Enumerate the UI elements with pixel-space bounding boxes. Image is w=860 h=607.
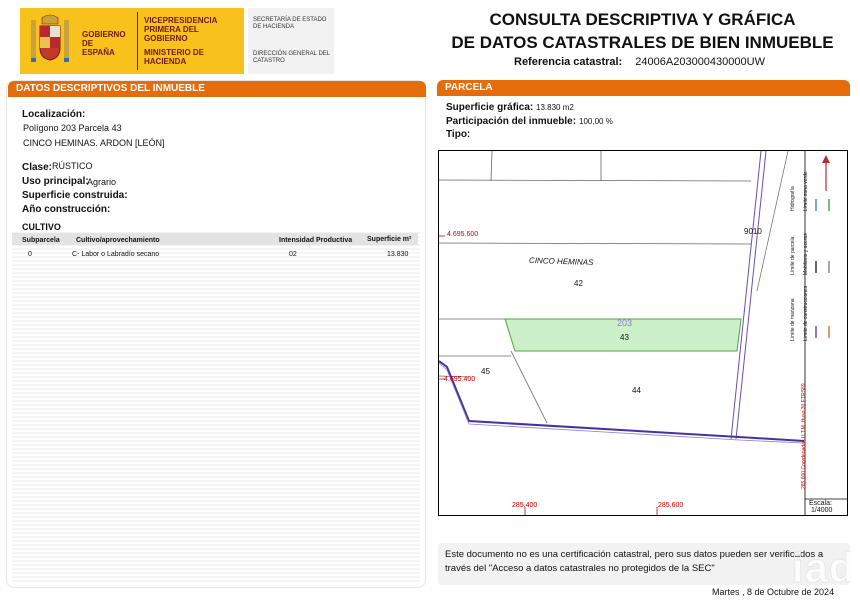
tipo-label: Tipo: (446, 129, 471, 140)
footer-notice: Este documento no es una certificación catastral, pero sus datos pueden ser verificados a través del "Acceso a datos catastrales no protegidos de la SEC" (445, 549, 824, 574)
svg-text:iad: iad (792, 544, 850, 590)
clase-label: Clase: (22, 162, 53, 173)
col-intensidad: Intensidad Productiva (279, 237, 353, 244)
legend-limite-manzana: Límite de manzana (790, 298, 796, 341)
coord-y-top: 4.695.600 (447, 231, 479, 238)
map-parcel-9010: 9010 (744, 227, 762, 236)
coord-y-bottom: 4.695.400 (444, 376, 476, 383)
coord-x-right: 285.600 (658, 502, 684, 509)
sup-grafica-label: Superficie gráfica: (446, 102, 534, 113)
legend-limite-parcela: Límite de parcela (790, 236, 796, 275)
sup-grafica-value: 13.830 m2 (536, 103, 574, 112)
ministerio-label: MINISTERIO DE HACIENDA (144, 48, 205, 66)
map-parcel-42: 42 (574, 279, 583, 288)
cultivo-table-background (12, 232, 420, 584)
legend-limite-construcciones: Límite de construcciones (803, 285, 809, 341)
document-date: Martes , 8 de Octubre de 2024 (712, 587, 835, 597)
uso-label: Uso principal: (22, 176, 89, 187)
row-subparcela: 0 (28, 251, 32, 258)
legend-mobiliario: Mobiliario y aceras (803, 233, 809, 275)
map-place-name: CINCO HEMINAS (528, 255, 594, 268)
participacion-label: Participación del inmueble: (446, 116, 577, 127)
reference-row (514, 56, 765, 68)
col-superficie: Superficie m² (367, 236, 412, 243)
superficie-construida-label: Superficie construida: (22, 190, 128, 201)
cultivo-table (20, 234, 418, 264)
title-line-1: CONSULTA DESCRIPTIVA Y GRÁFICA (489, 10, 796, 29)
col-subparcela: Subparcela (22, 237, 60, 244)
uso-value: Agrario (87, 177, 117, 187)
watermark-logo (790, 540, 850, 601)
row-intensidad: 02 (289, 251, 297, 258)
localizacion-line-2: CINCO HEMINAS. ARDON [LEÓN] (23, 138, 165, 148)
col-cultivo: Cultivo/aprovechamiento (76, 237, 160, 244)
map-parcel-203: 203 (617, 318, 633, 328)
direccion-label: DIRECCIÓN GENERAL DEL CATASTRO (253, 51, 330, 64)
coord-x-left: 285.400 (512, 502, 538, 509)
vicepresidencia-label: VICEPRESIDENCIA PRIMERA DEL GOBIERNO (144, 16, 218, 43)
secretaria-label: SECRETARÍA DE ESTADO DE HACIENDA (253, 17, 327, 30)
cultivo-title: CULTIVO (22, 222, 61, 232)
anio-construccion-label: Año construcción: (22, 204, 111, 215)
legend-coords-note: 285.600 Coordenadas U.T.M. Huso 30 ETRS89 (801, 383, 807, 489)
legend-zona-verde: Límite zona verde (803, 171, 809, 211)
localizacion-line-1: Polígono 203 Parcela 43 (23, 123, 122, 133)
gov-name: GOBIERNO DE ESPAÑA (82, 30, 126, 57)
clase-value: RÚSTICO (52, 161, 93, 171)
participacion-value: 100,00 % (579, 117, 613, 126)
header-divider (137, 12, 138, 70)
cadastral-map[interactable] (438, 150, 848, 516)
section-header-descriptive: DATOS DESCRIPTIVOS DEL INMUEBLE (8, 81, 426, 97)
row-superficie: 13.830 (387, 251, 409, 258)
title-line-2: DE DATOS CATASTRALES DE BIEN INMUEBLE (451, 33, 834, 52)
section-header-parcela: PARCELA (437, 80, 850, 96)
map-parcel-43: 43 (620, 333, 629, 342)
page-title (440, 8, 845, 54)
legend-hidrografia: Hidrografía (790, 186, 796, 211)
map-parcel-45: 45 (481, 367, 490, 376)
ref-label: Referencia catastral: (514, 56, 623, 68)
row-cultivo: C- Labor o Labradío secano (72, 251, 160, 258)
scale-value: 1/4000 (811, 507, 833, 514)
ref-value: 24006A203000430000UW (635, 56, 765, 68)
coat-of-arms-icon (28, 14, 72, 68)
scale-label: Escala: (809, 500, 832, 507)
map-parcel-44: 44 (632, 386, 641, 395)
localizacion-label: Localización: (22, 109, 86, 120)
